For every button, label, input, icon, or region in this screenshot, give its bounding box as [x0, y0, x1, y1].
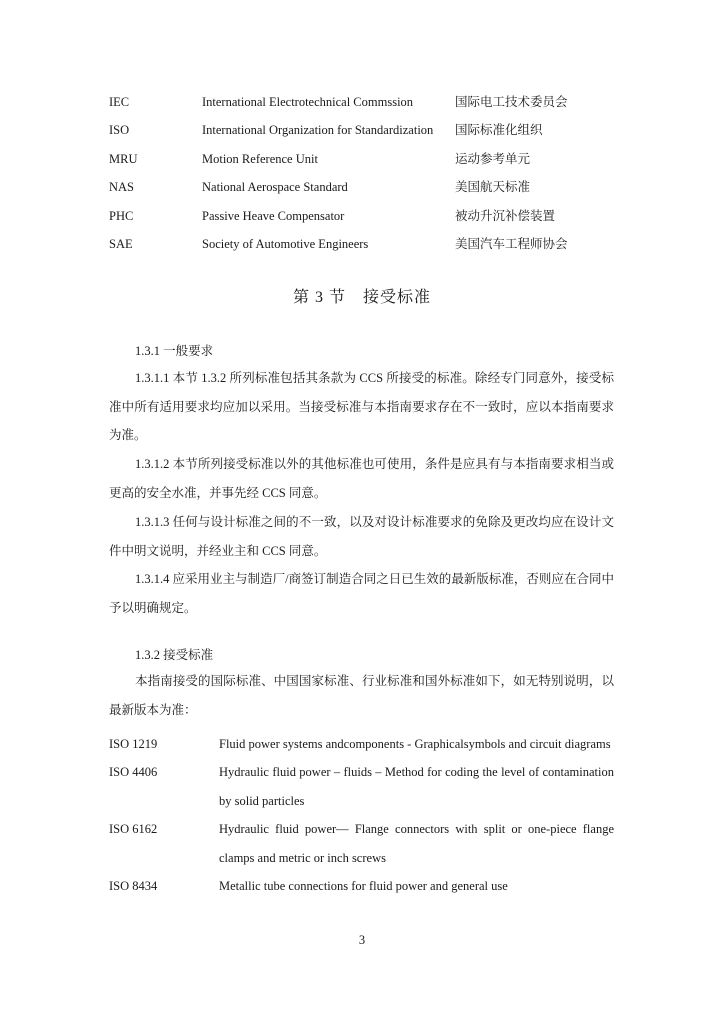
abbreviation-chinese: 被动升沉补偿装置: [455, 208, 556, 223]
abbreviation-row: [109, 92, 609, 120]
paragraph: 1.3.1.1 本节 1.3.2 所列标准包括其条款为 CCS 所接受的标准。除经专门同意外，接受标准中所有适用要求均应加以采用。当接受标准与本指南要求存在不一致时，应以本指南要求为准。: [109, 371, 614, 443]
abbreviation-table: [109, 92, 609, 262]
subsection-heading: 1.3.1 一般要求: [135, 344, 214, 358]
abbreviation-code: IEC: [109, 95, 130, 109]
standards-list: [109, 730, 614, 900]
abbreviation-row: [109, 149, 609, 177]
standard-title: Hydraulic fluid power— Flange connectors with split or one-piece flange clamps and metric or inch screws: [219, 822, 614, 865]
standard-code: ISO 4406: [109, 765, 158, 780]
subsection-heading: 1.3.2 接受标准: [135, 648, 214, 662]
abbreviation-english: International Electrotechnical Commssion: [202, 95, 414, 109]
standard-code: ISO 8434: [109, 879, 158, 894]
abbreviation-code: MRU: [109, 151, 138, 166]
abbreviation-code: ISO: [109, 123, 130, 138]
page-number: 3: [358, 933, 366, 947]
abbreviation-chinese: 国际标准化组织: [455, 123, 543, 138]
abbreviation-row: [109, 234, 609, 262]
abbreviation-row: [109, 120, 609, 148]
standard-item: [109, 730, 614, 758]
abbreviation-row: [109, 206, 609, 234]
paragraph: 1.3.1.2 本节所列接受标准以外的其他标准也可使用，条件是应具有与本指南要求相当或更高的安全水准，并事先经 CCS 同意。: [109, 457, 614, 500]
abbreviation-english: Motion Reference Unit: [202, 151, 318, 166]
standard-title: Metallic tube connections for fluid power and general use: [219, 879, 508, 894]
standard-item: [109, 815, 614, 872]
abbreviation-english: Society of Automotive Engineers: [202, 236, 369, 251]
standard-title: Fluid power systems andcomponents - Graphicalsymbols and circuit diagrams: [219, 737, 611, 751]
abbreviation-english: International Organization for Standardization: [202, 123, 434, 138]
section-title: 第 3 节 接受标准: [292, 289, 431, 306]
abbreviation-row: [109, 177, 609, 205]
abbreviation-chinese: 国际电工技术委员会: [455, 95, 568, 109]
abbreviation-chinese: 美国汽车工程师协会: [455, 236, 568, 251]
abbreviation-english: National Aerospace Standard: [202, 180, 348, 195]
standard-item: [109, 872, 614, 900]
abbreviation-chinese: 美国航天标准: [455, 180, 531, 195]
paragraph: 1.3.1.4 应采用业主与制造厂/商签订制造合同之日已生效的最新版标准，否则应在合同中予以明确规定。: [109, 572, 614, 615]
paragraph: 本指南接受的国际标准、中国国家标准、行业标准和国外标准如下，如无特别说明，以最新版本为准：: [109, 674, 614, 717]
abbreviation-english: Passive Heave Compensator: [202, 208, 345, 223]
abbreviation-chinese: 运动参考单元: [455, 151, 531, 166]
abbreviation-code: SAE: [109, 236, 133, 251]
abbreviation-code: NAS: [109, 180, 135, 195]
paragraph: 1.3.1.3 任何与设计标准之间的不一致，以及对设计标准要求的免除及更改均应在设计文件中明文说明，并经业主和 CCS 同意。: [109, 515, 614, 558]
standard-code: ISO 6162: [109, 822, 158, 837]
standard-item: [109, 758, 614, 815]
standard-code: ISO 1219: [109, 737, 158, 751]
abbreviation-code: PHC: [109, 208, 134, 223]
standard-title: Hydraulic fluid power – fluids – Method for coding the level of contamination by solid particles: [219, 765, 614, 808]
